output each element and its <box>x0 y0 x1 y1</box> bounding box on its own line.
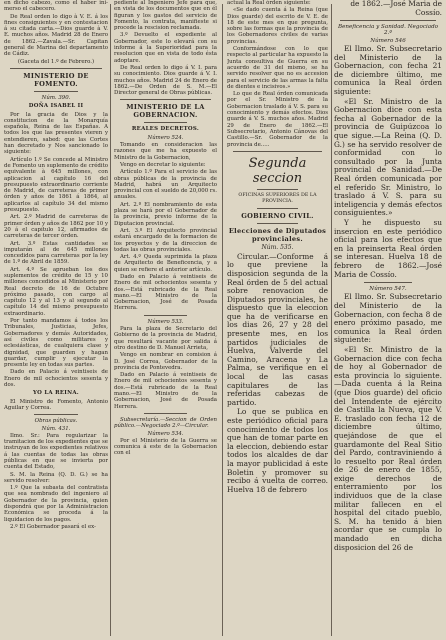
paragraph: Vengo en nombrar en comision á D. José Correa, Gobernador de la provincia de Pontevedra. <box>114 352 217 371</box>
decrees-heading: REALES DECRETOS. <box>131 126 200 133</box>
paragraph: Dado en Palacio á veintiseis de Enero de mil ochocientos sesenta y dos. <box>4 369 108 389</box>
elections-heading: Elecciones de Diputados provinciales. <box>228 227 327 244</box>
ministry-heading: MINISTERIO DE FOMENTO. <box>23 71 89 88</box>
gazette-ref: (Gaceta del 1.º de Febrero.) <box>17 58 95 65</box>
gov-heading: GOBIERNO CIVIL. <box>241 212 314 221</box>
item-number: Número 547. <box>369 286 407 293</box>
column-divider <box>110 4 111 636</box>
section-heading: Obras públicas. <box>34 418 78 425</box>
paragraph: Lo que de Real órden comunicada por el Sr. Ministro de la Gobernacion traslado á V. S. para su conocimiento y demás efectos. Dios guarde á V. S. muchos años. Madrid 29 de Enero de 1862.—El Subsecretario, Antonio Cánovas del Castillo.—Sr. Gobernador de la provincia de..... <box>227 91 328 148</box>
paragraph: Por tanto mandamos á todos los Tribunales, Justicias, Jefes, Gobernadores y demás Autoridades, así civiles como militares y eclesiásticas, de cualquiera clase y dignidad, que guarden y hagan guardar, cumplir y ejecutar la presente ley en todas sus partes. <box>4 318 108 369</box>
divider <box>144 413 187 414</box>
paragraph: Y he dispuesto su insercion en este periódico oficial para los efectos que en la preinserta Real órden se interesan. Huelva 18 de febrero de 1862.—José Maria de Cossío. <box>334 217 442 279</box>
paragraph: 1.º Que la subasta del contratista que sea nombrado del ingeniero al Gobernador de la provincia, quien dispondrá que por la Administracion Económica se proceda á la liquidacion de los pagos. <box>4 485 108 523</box>
paragraph: pediente al Ingeniero Jefe para que, en vista de los documentos que en él figuran y los gastos del servicio de Fomento, la contrata, manifieste si procede la rescision reclamada. <box>114 0 217 32</box>
paragraph: Art. 2.º El nombramiento de esta plaza se hará por el Gobernador de la provincia, previo informe de la Diputacion provincial. <box>114 201 217 227</box>
divider <box>257 223 298 224</box>
divider <box>144 315 187 316</box>
paragraph: Artículo 1.º Para el servicio de las obras públicas de la provincia de Madrid, habrá un Arquitecto provincial con el sueldo de 20,000 rs. anuales. <box>114 169 217 201</box>
paragraph: Conformándose con lo que respecto al particular ha expuesto la Junta consultiva de Guerra en su acuerdo de 31 del mismo, se ha servido resolver que no es accesion para el servicio de las armas la falta de dientes e incisivos.» <box>227 46 328 90</box>
paragraph: El Ilmo. Sr. Subsecretario del Ministerio de la Gobernacion, con fecha 8 de enero próximo pasado, me comunica la Real órden siguiente: <box>334 292 442 345</box>
paragraph: Vengo en decretar lo siguiente: <box>120 161 206 168</box>
divider <box>340 20 436 21</box>
paragraph: Art. 2.º Madrid de carreteras de primer órden y años de 1862 por 10 y 20 á el capítulo 12, afirmados de carreteras de tercer órden. <box>4 214 108 240</box>
item-number: Núm. 431. <box>41 425 71 432</box>
divider <box>364 282 412 283</box>
paragraph: Para la plaza de Secretario del Gobierno de la provincia de Madrid, que resultará vacante por salida á otro destino de D. Manuel Arrieta, <box>114 326 217 351</box>
subsection-heading: Subsecretaría.—Seccion de Orden público.—Negociado 2.º—Circular. <box>114 416 217 430</box>
intro-text: en dicho cabezo, como el haber ini-merso el cabecero. <box>4 0 108 13</box>
paragraph: Artículo 1.º Se concede al Ministro de Fomento un suplemento de crédito equivalente à 645 millones, con aplicacion al capítulo 16 del presupuesto extraordinario corriente de Madrid, de carreteras de primer órden y años de 1861 á 1864, al aplicarlos al capítulo 34 del mismo presupuesto. <box>4 156 108 214</box>
paragraph: 3.º Devuelto el expediente al Gobernador, este lo elevará con su informe á la Superioridad para la resolucion que en vista de todo ésta adoptare. <box>114 32 217 64</box>
paragraph: El Ilmo. Sr. Subsecretario del Ministerio de la Gobernacion, con fecha 21 de diciembre último, me comunica la Real órden siguiente: <box>334 44 442 97</box>
item-number: Número 546 <box>370 37 406 44</box>
paragraph: Art. 3.º Estas cantidades se imputarán al de 645 millones concedidos para carreteras por la ley de 1.º de Abril de 1859. <box>4 240 108 266</box>
item-number: Núm. 390. <box>41 94 71 101</box>
paragraph: Lo que se publica en este periódico oficial para conocimiento de todos los que han de tomar parte en la eleccion, debiendo estar todos los alcaldes de dar la mayor publicidad á este Boletin y promover su recibo á vuelta de correo. Huelva 18 de febrero <box>227 407 328 494</box>
item-number: Número 533. <box>147 318 184 325</box>
column-divider <box>331 4 332 636</box>
paragraph: Art. 4.º Se aprueban los dos suplementos de crédito de 15 y 10 millones concedidos al Ministerio por Real decreto de 16 de Octubre próximo pasado, con cargo al capítulo 12 y al 13 y al segundo al capítulo 14 del mismo presupuesto extraordinario. <box>4 266 108 317</box>
queen-heading: DOÑA ISABEL II <box>28 103 84 110</box>
divider <box>10 68 102 69</box>
column-divider <box>222 4 223 636</box>
column-2 <box>114 0 217 640</box>
paragraph: «El Sr. Ministro de la Gobernacion dice con esta fecha al Gobernador de la provincia de Guipúzcoa lo que sigue.—La Reina (Q. D. G.) se ha servido resolver de conformidad con lo consultado por la Junta provincial de Sanidad.—De Real órden comunicada por el referido Sr. Ministro, lo traslado á V. S. para su inteligencia y demás efectos consiguientes.» <box>334 96 442 218</box>
section-title: Segunda seccion <box>248 155 307 186</box>
paragraph: Por el Ministerio de la Guerra se comunica á este de la Gobernacion con el <box>114 437 217 457</box>
paragraph: De Real orden lo digo à V. E. á los fines consiguientes y en contestacion á su citada carta.—Dios guarde à V. E. muchos años. Madrid 28 de Enero de 1862.—Zavala.—Sr. Capitan general de Marina del departamento de Cádiz. <box>4 13 108 58</box>
paragraph: Tomando en consideracion las razones que me ha expuesto el Ministro de la Gobernacion, <box>114 142 217 161</box>
divider <box>257 189 298 190</box>
paragraph: El Ministro de Fomento, Antonio Aguilar y Correa. <box>4 398 108 411</box>
divider <box>144 122 187 123</box>
paragraph: actual la Real órden siguiente: <box>227 0 311 6</box>
paragraph: De Real orden lo digo á V. I. para su conocimiento. Dios guarde á V. I. muchos años. Madrid 24 de Enero de 1862.—De Orden de S. M.—El Director general de Obras públicas. <box>114 64 217 97</box>
paragraph: Circular.—Conforme á lo que previene la disposicion segunda de la Real órden de 5 del actual sobre renovacion de Diputados provinciales, he dispuesto que la eleccion que ha de verificarse en los dias 26, 27 y 28 del presente mes, en los partidos judiciales de Huelva, Valverde del Camino, Aracena y La Palma, se verifique en el local de las casas capitulares de las referidas cabezas de partido. <box>227 251 328 407</box>
date-sign: de 1862.—José Maria de Cossío. <box>350 0 442 17</box>
paragraph: Dado en Palacio á veintiseis de Enero de mil ochocientos sesenta y dos.—Está rubricado de la Real mano.—El Ministro de la Gobernacion, José de Posada Herrera. <box>114 273 217 312</box>
dept-heading: Beneficencia y Sanidad. Negociado 2.º <box>337 24 439 37</box>
signature: YO LA REINA. <box>33 390 79 397</box>
divider <box>257 208 298 209</box>
ministry-heading: MINISTERIO DE LA GOBERNACION. <box>126 103 205 120</box>
paragraph: «Se dado cuenta á la Reina (que Dios guarde) del escrito de V. E. de 18 de este mes en que pregunta, sobre las formas que la provincia de los Gobernadores civiles de varias provincias. <box>227 7 328 45</box>
divider <box>233 151 322 152</box>
item-number: Número 524. <box>147 134 184 141</box>
paragraph: «El Sr. Ministro de la Gobernacion dice con fecha de hoy al Gobernador de esta provincia lo siguiente.—Dada cuenta á la Reina (que Dios guarde) del oficio del Intendente de ejército de Castilla la Nueva, que V. E. traslado con fecha 12 de diciembre último, quejándose de que el guardamonte del Real Sitio del Pardo, contraviniendo á lo resuelto por Real órden de 26 de enero de 1855, exige derechos de enterramiento por los individuos que de la clase militar fallecen en el hospital del citado pueblo, S. M. ha tenido á bien acordar que se cumpla lo mandado en dicha disposicion del 26 de <box>334 344 442 552</box>
divider <box>34 414 78 415</box>
column-4 <box>334 0 442 640</box>
offices-heading: OFICINAS SUPERIORES DE LA PROVINCIA. <box>238 192 317 205</box>
paragraph: Art. 3.º El Arquitecto provincial estará encargado de la formacion de los proyectos y de la direccion de todas las obras provinciales. <box>114 227 217 253</box>
item-number: Núm. 535. <box>261 244 294 252</box>
column-1 <box>4 0 108 640</box>
paragraph: Dado en Palacio á veintiseis de Enero de mil ochocientos sesenta y dos.—Está rubricado de la Real mano.—El Ministro de la Gobernacion, José de Posada Herrera. <box>114 372 217 410</box>
paragraph: Art. 4.º Queda suprimida la plaza de Arquitecto de Beneficencia, y a quien se refiere el anterior artículo. <box>114 254 217 273</box>
paragraph: S. M. la Reina (Q. D. G.) se ha servido resolver: <box>4 471 108 484</box>
paragraph: Ilmo. Sr.: Para regularizar la tramitacion de los expedientes que se instruyan de los expedientes relativos á las cuentas de todas las obras públicas en que se invierta por cuenta del Estado, <box>4 432 108 471</box>
divider <box>34 91 78 92</box>
divider <box>120 99 211 100</box>
paragraph: Por la gracia de Dios y la constitucion de la Monarquía española, Reina de las Españas. A todos los que las presentes vieren y entendieren, sabed: que las Cortes han decretado y Nos sancionado lo siguiente: <box>4 111 108 156</box>
item-number: Número 534. <box>147 430 184 437</box>
paragraph: 2.º El Gobernador pasará el ex- <box>10 523 96 530</box>
column-3 <box>227 0 328 640</box>
